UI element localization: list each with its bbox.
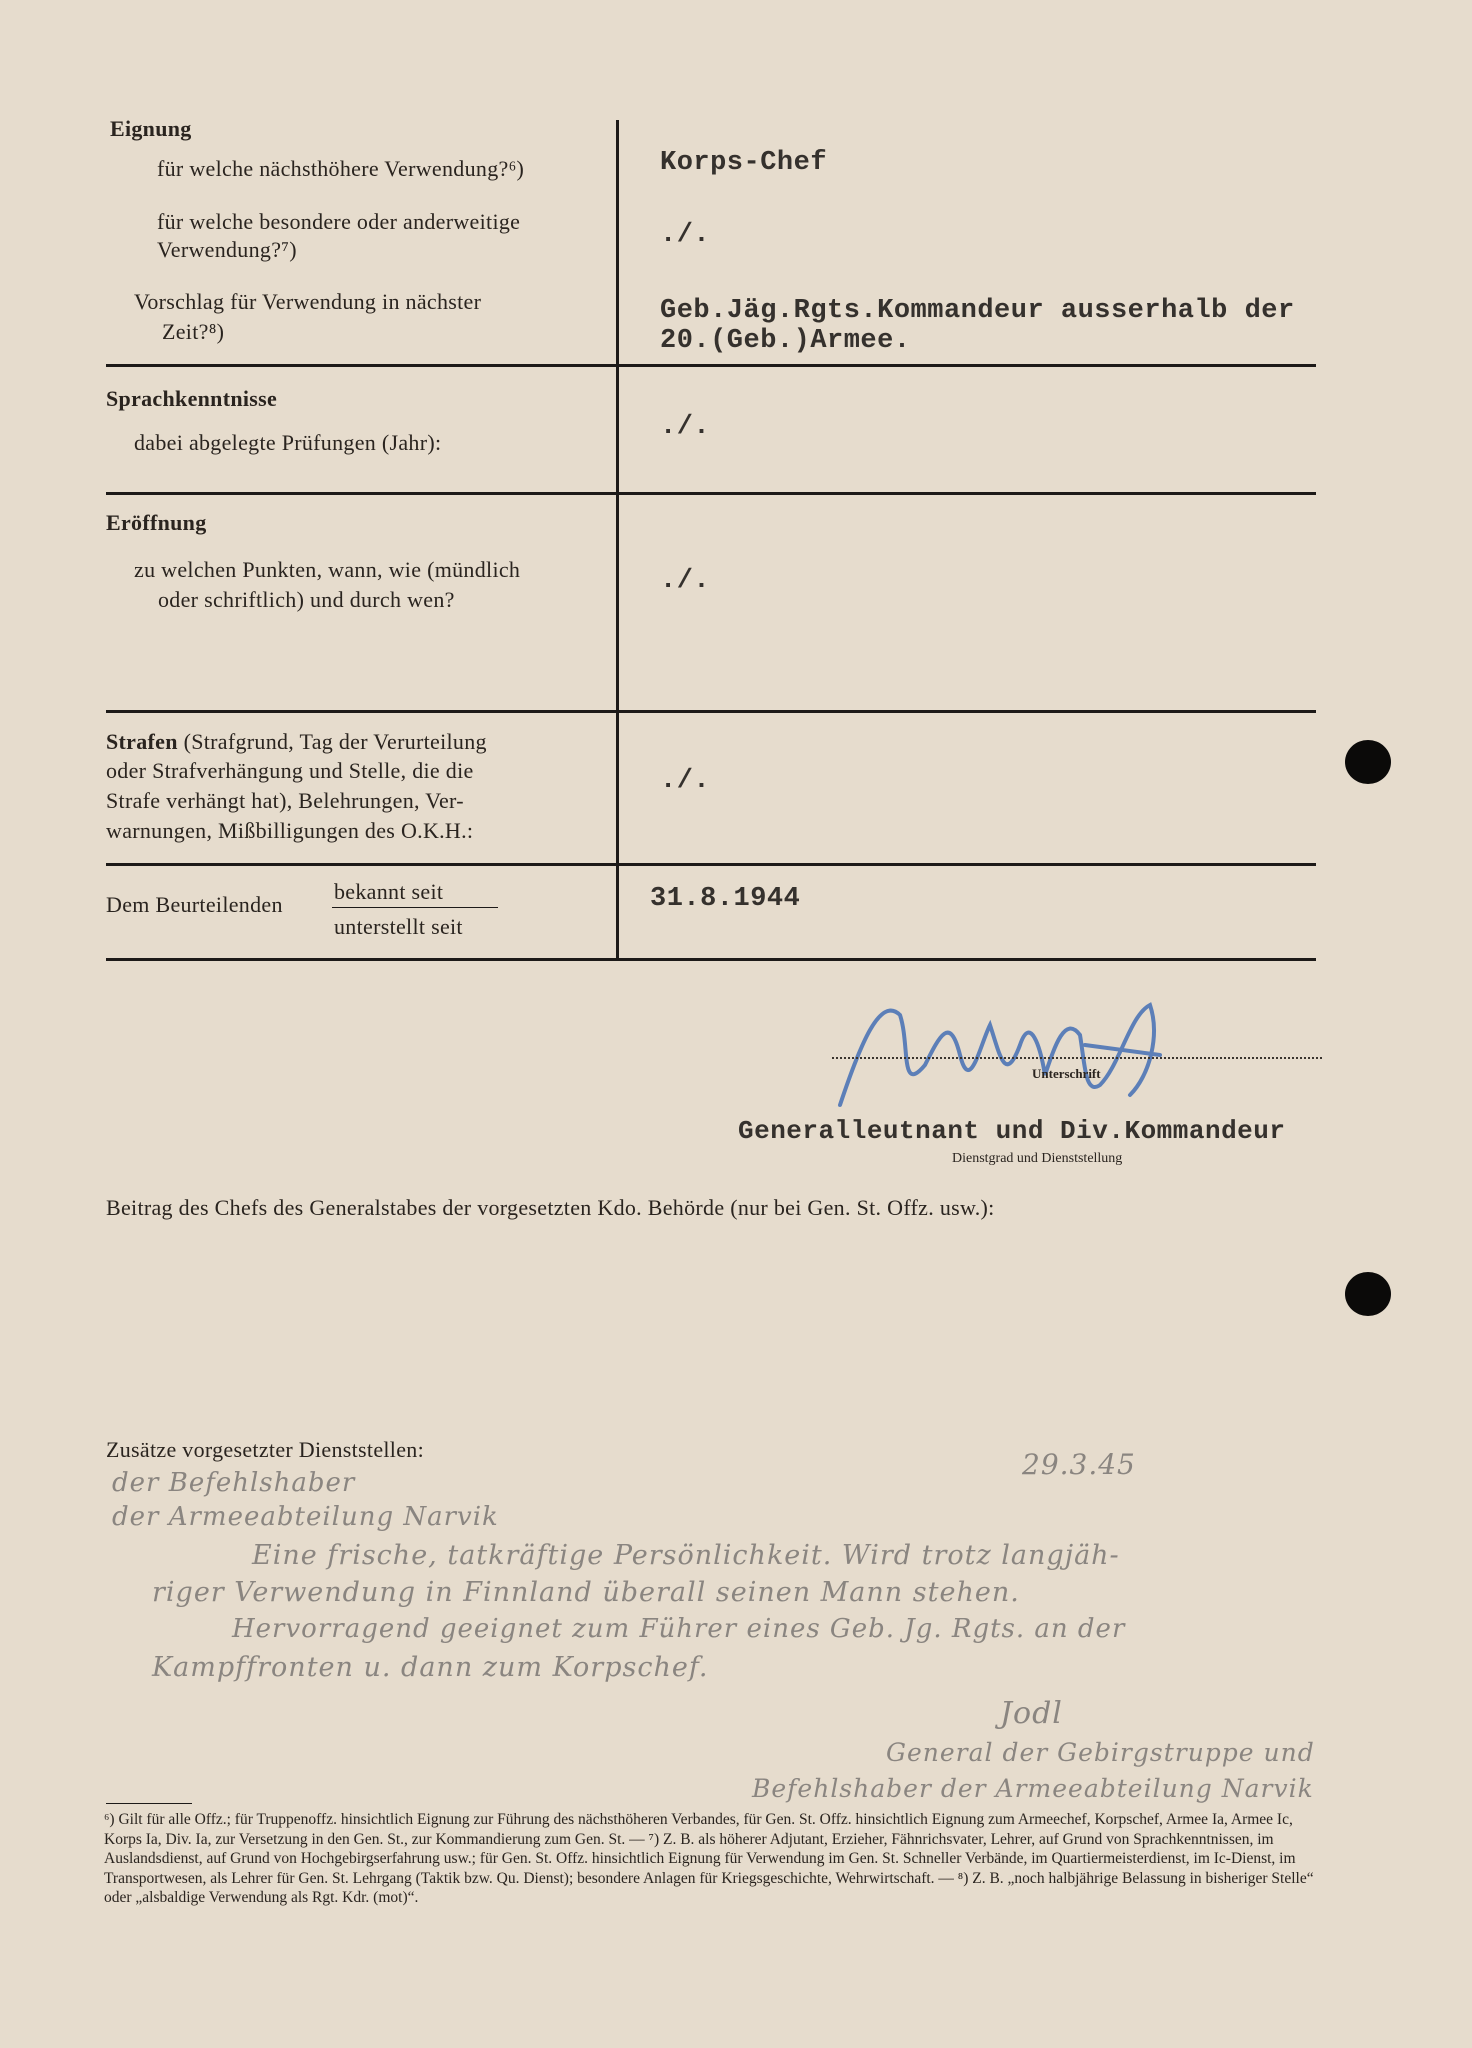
hand-line-4: riger Verwendung in Finnland überall seinen Mann stehen. <box>152 1577 1020 1608</box>
punch-hole-bottom <box>1345 1272 1391 1316</box>
hand-line-8: General der Gebirgstruppe und <box>886 1738 1315 1767</box>
eignung-answer-2: ./. <box>660 220 711 250</box>
strafen-line2: oder Strafverhängung und Stelle, die die <box>106 758 474 783</box>
eroeffnung-q-line2: oder schriftlich) und durch wen? <box>158 587 455 612</box>
eignung-q2-line1: für welche besondere oder anderweitige <box>157 209 521 234</box>
strafen-answer: ./. <box>660 766 711 796</box>
eroeffnung-heading: Eröffnung <box>106 510 207 535</box>
eroeffnung-q-line1: zu welchen Punkten, wann, wie (mündlich <box>134 557 521 582</box>
sprach-question: dabei abgelegte Prüfungen (Jahr): <box>134 430 442 455</box>
strafen-line1 <box>106 727 487 757</box>
footnote-text: ⁶) Gilt für alle Offz.; für Truppenoffz. hinsichtlich Eignung zur Führung des nächsthöheren Verbandes, für Gen. St. Offz. hinsichtlich Eignung zum Armeechef, Korpschef, Armee Ia, Armee Ic, Korps Ia, Div. Ia, zur Versetzung in den Gen. St., zur Kommandierung zum Gen. St. — ⁷) Z. B. als höherer Adjutant, Erzieher, Fähnrichsvater, Lehrer, auf Grund von Sprachkenntnissen, im Auslandsdienst, auf Grund von Hochgebirgserfahrung usw.; für Gen. St. Offz. hinsichtlich Eignung für Verwendung im Gen. St. Schneller Verbände, im Quartiermeisterdienst, im Ic-Dienst, im Transportwesen, als Lehrer für Gen. St. Lehrgang (Taktik bzw. Qu. Dienst); besondere Anlagen für Kriegsgeschichte, Wehrwirtschaft. — ⁸) Z. B. „noch halbjährige Belassung in bisheriger Stelle“ oder „alsbaldige Verwendung als Rgt. Kdr. (mot)“. <box>104 1811 1314 1906</box>
beitrag-line: Beitrag des Chefs des Generalstabes der vorgesetzten Kdo. Behörde (nur bei Gen. St. Offz. usw.): <box>106 1195 995 1220</box>
strafen-line1-rest: (Strafgrund, Tag der Verurteilung <box>183 729 487 754</box>
rule-after-sprach <box>106 492 1316 495</box>
eroeffnung-answer: ./. <box>660 566 711 596</box>
hand-signature-jodl: Jodl <box>1000 1696 1063 1731</box>
sprach-heading: Sprachkenntnisse <box>106 386 278 411</box>
unterstellt-seit-label: unterstellt seit <box>334 914 463 939</box>
signature-label: Unterschrift <box>1032 1066 1101 1081</box>
footnote-rule <box>106 1803 192 1804</box>
rule-after-eignung <box>106 364 1316 367</box>
punch-hole-top <box>1345 740 1391 784</box>
eignung-q1: für welche nächsthöhere Verwendung?⁶) <box>157 156 525 181</box>
hand-line-2: der Armeeabteilung Narvik <box>112 1502 499 1532</box>
rule-after-eroeffnung <box>106 710 1316 713</box>
eignung-answer-3-line1: Geb.Jäg.Rgts.Kommandeur ausserhalb der <box>660 296 1295 326</box>
hand-line-9: Befehlshaber der Armeeabteilung Narvik <box>752 1774 1314 1803</box>
sprach-answer: ./. <box>660 412 711 442</box>
strafen-line3: Strafe verhängt hat), Belehrungen, Ver- <box>106 788 464 813</box>
rank-typed: Generalleutnant und Div.Kommandeur <box>738 1116 1286 1146</box>
zusaetze-heading: Zusätze vorgesetzter Dienststellen: <box>106 1437 424 1462</box>
hand-line-3: Eine frische, tatkräftige Persönlichkeit. Wird trotz langjäh- <box>252 1540 1120 1571</box>
hand-line-6: Kampffronten u. dann zum Korpschef. <box>152 1652 709 1683</box>
eignung-q3-line1: Vorschlag für Verwendung in nächster <box>134 289 482 314</box>
zusaetze-date: 29.3.45 <box>1022 1448 1136 1481</box>
rank-label: Dienstgrad und Dienststellung <box>952 1151 1123 1166</box>
eignung-q3-line2: Zeit?⁸) <box>162 319 225 344</box>
eignung-q2-line2: Verwendung?⁷) <box>157 237 297 262</box>
table-divider-vertical <box>616 120 619 960</box>
hand-line-1: der Befehlshaber <box>112 1468 356 1498</box>
rule-table-bottom <box>106 958 1316 961</box>
rule-after-strafen <box>106 863 1316 866</box>
strafen-heading: Strafen <box>106 729 178 754</box>
eignung-heading: Eignung <box>110 116 192 141</box>
eignung-answer-3-line2: 20.(Geb.)Armee. <box>660 326 911 356</box>
beurteilenden-label: Dem Beurteilenden <box>106 892 283 917</box>
signature-scribble <box>830 985 1210 1135</box>
hand-line-5: Hervorragend geeignet zum Führer eines Geb. Jg. Rgts. an der <box>232 1614 1126 1644</box>
signature-dotted-line <box>832 1057 1322 1059</box>
bekannt-fraction-rule <box>332 907 498 908</box>
bekannt-seit-label: bekannt seit <box>334 879 444 904</box>
strafen-line4: warnungen, Mißbilligungen des O.K.H.: <box>106 818 474 843</box>
bekannt-answer: 31.8.1944 <box>650 884 801 914</box>
eignung-answer-1: Korps-Chef <box>660 148 828 178</box>
